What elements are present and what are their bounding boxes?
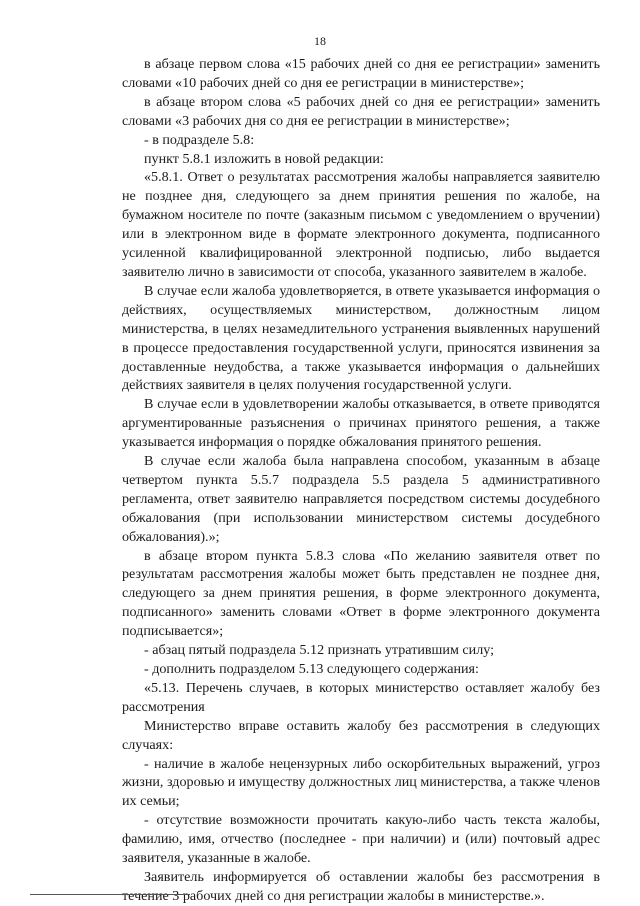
paragraph: - отсутствие возможности прочитать какую-либо часть текста жалобы, фамилию, имя, отчество (последнее - при наличии) и (или) почтовый адрес заявителя, указанные в жалобе. xyxy=(122,812,600,867)
paragraph: В случае если в удовлетворении жалобы отказывается, в ответе приводятся аргументированные разъяснения о причинах принятого решения, а также указывается информация о порядке обжалования принятого решения. xyxy=(122,396,600,451)
paragraph: пункт 5.8.1 изложить в новой редакции: xyxy=(144,150,384,167)
section-heading: «5.13. Перечень случаев, в которых министерство оставляет жалобу без рассмотрения xyxy=(122,679,600,715)
paragraph: в абзаце первом слова «15 рабочих дней со дня ее регистрации» заменить словами «10 рабочих дней со дня ее регистрации в министерстве»; xyxy=(122,56,600,91)
footer-divider xyxy=(30,894,190,895)
paragraph: в абзаце втором пункта 5.8.3 слова «По желанию заявителя ответ по результатам рассмотрения жалобы может быть представлен не позднее дня, следующего за днем принятия решения, в форме электронного документа, подписанного» заменить словами «Ответ в форме электронного документа подписывается»; xyxy=(122,547,600,640)
document-body xyxy=(122,55,600,906)
paragraph: - наличие в жалобе нецензурных либо оскорбительных выражений, угроз жизни, здоровью и имуществу должностных лиц министерства, а также членов их семьи; xyxy=(122,755,600,810)
paragraph: - в подразделе 5.8: xyxy=(144,131,255,148)
paragraph: «5.8.1. Ответ о результатах рассмотрения жалобы направляется заявителю не позднее дня, следующего за днем принятия решения по жалобе, на бумажном носителе по почте (заказным письмом с уведомлением о вручении) или в электронном виде в формате электронного документа, подписанного усиленной квалифицированной электронной подписью, либо выдается заявителю лично в зависимости от способа, указанного заявителем в жалобе. xyxy=(122,169,600,280)
paragraph: В случае если жалоба удовлетворяется, в ответе указывается информация о действиях, осуществляемых министерством, должностным лицом министерства, в целях незамедлительного устранения выявленных нарушений в процессе предоставления государственной услуги, приносятся извинения за доставленные неудобства, а также указывается информация о дальнейших действиях заявителя в целях получения государственной услуги. xyxy=(122,282,600,394)
paragraph: В случае если жалоба была направлена способом, указанным в абзаце четвертом пункта 5.5.7 подраздела 5.5 раздела 5 административного регламента, ответ заявителю направляется посредством системы досудебного обжалования (при использовании министерством системы досудебного обжалования).»; xyxy=(122,453,600,545)
paragraph: - дополнить подразделом 5.13 следующего содержания: xyxy=(144,661,479,677)
page-number: 18 xyxy=(314,34,326,48)
paragraph: - абзац пятый подраздела 5.12 признать утратившим силу; xyxy=(144,642,495,659)
paragraph: Заявитель информируется об оставлении жалобы без рассмотрения в течение 3 рабочих дней со дня регистрации жалобы в министерстве.». xyxy=(122,868,600,904)
paragraph: в абзаце втором слова «5 рабочих дней со дня ее регистрации» заменить словами «3 рабочих дня со дня ее регистрации в министерстве»; xyxy=(122,93,600,129)
paragraph: Министерство вправе оставить жалобу без рассмотрения в следующих случаях: xyxy=(122,717,600,753)
